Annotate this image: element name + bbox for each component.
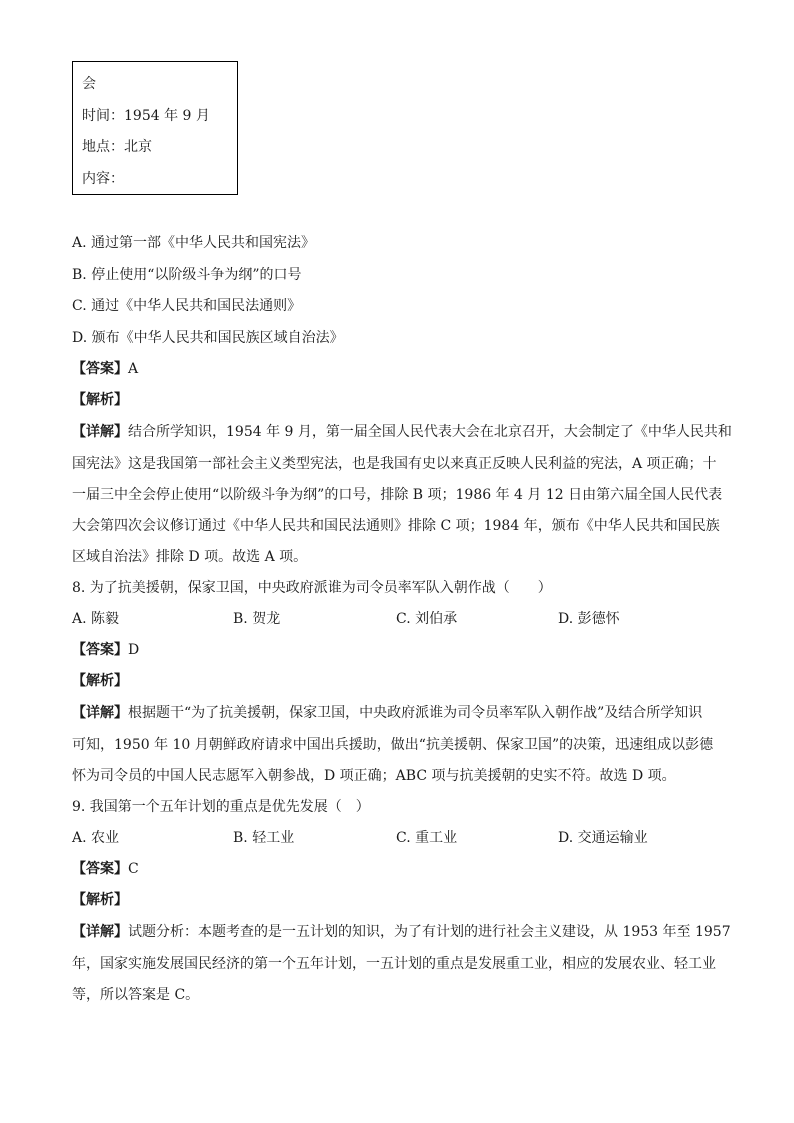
q7-option-b: B. 停止使用“以阶级斗争为纲”的口号: [72, 267, 302, 283]
q8-option-b: B. 贺龙: [233, 611, 281, 627]
q9-detail-line: 等，所以答案是 C。: [72, 987, 200, 1003]
q9-answer: [72, 859, 139, 879]
detail-text: 根据题干“为了抗美援朝，保家卫国，中央政府派谁为司令员率军队入朝作战”及结合所学知识: [128, 705, 703, 721]
q9-option-b: B. 轻工业: [233, 830, 295, 846]
answer-tag: 【答案】: [72, 642, 128, 658]
q7-detail-line: 区域自治法》排除 D 项。故选 A 项。: [72, 549, 308, 565]
q9-detail-line: 年，国家实施发展国民经济的第一个五年计划，一五计划的重点是发展重工业，相应的发展农业、轻工业: [72, 956, 716, 972]
info-box: [72, 61, 238, 195]
detail-tag: 【详解】: [72, 924, 128, 940]
q7-detail-line: 一届三中全会停止使用“以阶级斗争为纲”的口号，排除 B 项；1986 年 4 月 12 日由第六届全国人民代表: [72, 487, 723, 503]
q7-answer: [72, 359, 138, 379]
q7-option-a: A. 通过第一部《中华人民共和国宪法》: [72, 235, 316, 251]
q8-detail-line: 怀为司令员的中国人民志愿军入朝参战，D 项正确；ABC 项与抗美援朝的史实不符。故选 D 项。: [72, 768, 676, 784]
q8-stem: 8. 为了抗美援朝，保家卫国，中央政府派谁为司令员率军队入朝作战（ ）: [72, 580, 552, 596]
info-box-place: 地点：北京: [82, 139, 152, 155]
answer-value: A: [128, 361, 139, 377]
detail-text: 结合所学知识，1954 年 9 月，第一届全国人民代表大会在北京召开，大会制定了《中华人民共和: [128, 424, 732, 440]
q9-analysis-tag: 【解析】: [72, 892, 128, 908]
answer-value: C: [128, 861, 139, 877]
detail-tag: 【详解】: [72, 424, 128, 440]
info-box-time: 时间：1954 年 9 月: [82, 107, 210, 124]
q7-option-d: D. 颁布《中华人民共和国民族区域自治法》: [72, 330, 344, 346]
q9-detail-line: [72, 922, 731, 942]
info-box-title: 会: [82, 76, 96, 92]
detail-tag: 【详解】: [72, 705, 128, 721]
q7-detail-line: 大会第四次会议修订通过《中华人民共和国民法通则》排除 C 项；1984 年，颁布《中华人民共和国民族: [72, 518, 720, 534]
q7-detail-line: 国宪法》这是我国第一部社会主义类型宪法，也是我国有史以来真正反映人民利益的宪法，A 项正确；十: [72, 456, 717, 472]
info-box-content: 内容：: [82, 170, 124, 187]
q9-option-d: D. 交通运输业: [558, 830, 648, 846]
answer-value: D: [128, 642, 140, 658]
q8-answer: [72, 640, 139, 660]
q8-option-a: A. 陈毅: [72, 611, 120, 627]
answer-tag: 【答案】: [72, 361, 128, 377]
q8-detail-line: 可知，1950 年 10 月朝鲜政府请求中国出兵援助，做出“抗美援朝、保家卫国”的决策，迅速组成以彭德: [72, 737, 714, 753]
q9-option-c: C. 重工业: [396, 830, 458, 846]
q8-detail-line: [72, 703, 702, 723]
q7-analysis-tag: 【解析】: [72, 392, 128, 408]
detail-text: 试题分析：本题考查的是一五计划的知识，为了有计划的进行社会主义建设，从 1953 年至 1957: [128, 924, 731, 940]
q7-option-c: C. 通过《中华人民共和国民法通则》: [72, 298, 302, 314]
q7-detail-line: [72, 422, 732, 442]
q8-option-d: D. 彭德怀: [558, 611, 620, 627]
answer-tag: 【答案】: [72, 861, 128, 877]
q8-analysis-tag: 【解析】: [72, 673, 128, 689]
q8-option-c: C. 刘伯承: [396, 611, 458, 627]
q9-stem: 9. 我国第一个五年计划的重点是优先发展（ ）: [72, 799, 370, 815]
q9-option-a: A. 农业: [72, 830, 120, 846]
